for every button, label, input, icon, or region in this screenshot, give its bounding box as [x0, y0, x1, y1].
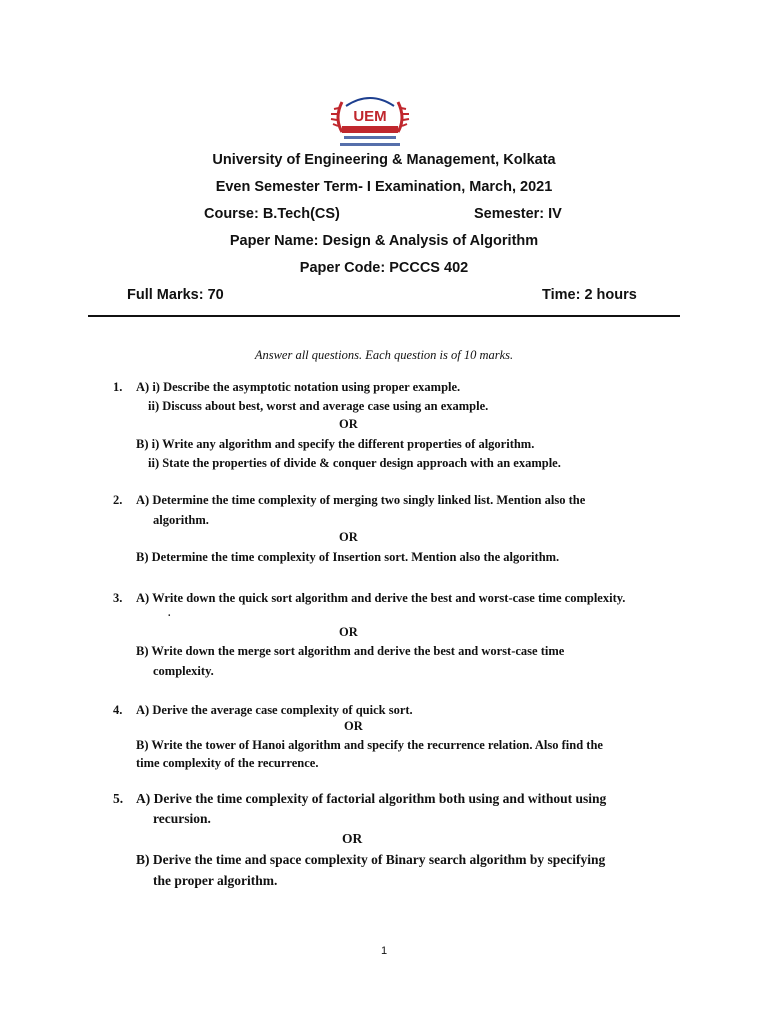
question-line: B) i) Write any algorithm and specify the different properties of algorithm. [136, 437, 535, 451]
university-logo [328, 92, 412, 150]
time-allowed: Time: 2 hours [542, 287, 637, 303]
question-line: B) Write the tower of Hanoi algorithm and specify the recurrence relation. Also find the [136, 738, 603, 752]
question-line: B) Derive the time and space complexity of Binary search algorithm by specifying [136, 852, 606, 867]
paper-name: Paper Name: Design & Analysis of Algorithm [229, 233, 539, 249]
question-number: 3. [113, 591, 123, 605]
page-number: 1 [380, 945, 388, 957]
question-line: ii) Discuss about best, worst and average case using an example. [148, 399, 489, 413]
question-line: B) Write down the merge sort algorithm and derive the best and worst-case time [136, 644, 565, 658]
or-separator: OR [339, 417, 358, 431]
question-line: A) Derive the average case complexity of quick sort. [136, 703, 413, 717]
instructions: Answer all questions. Each question is of 10 marks. [254, 348, 514, 362]
question-line: A) i) Describe the asymptotic notation using proper example. [136, 380, 461, 394]
question-number: 5. [113, 791, 124, 806]
question-line: B) Determine the time complexity of Insertion sort. Mention also the algorithm. [136, 550, 560, 564]
or-separator: OR [339, 530, 358, 544]
or-separator: OR [339, 625, 358, 639]
paper-code: Paper Code: PCCCS 402 [299, 260, 469, 276]
question-line: time complexity of the recurrence. [136, 756, 319, 770]
question-line: the proper algorithm. [153, 873, 278, 888]
stray-dot: . [168, 608, 171, 619]
question-line: A) Determine the time complexity of merging two singly linked list. Mention also the [136, 493, 586, 507]
logo-text: UEM [353, 108, 387, 125]
question-number: 4. [113, 703, 123, 717]
question-line: algorithm. [153, 513, 209, 527]
semester-label: Semester: IV [474, 206, 562, 222]
university-name: University of Engineering & Management, Kolkata [212, 152, 556, 168]
question-number: 2. [113, 493, 123, 507]
or-separator: OR [344, 719, 363, 733]
question-line: recursion. [153, 811, 211, 826]
exam-title: Even Semester Term- I Examination, March, 2021 [215, 179, 553, 195]
full-marks: Full Marks: 70 [127, 287, 224, 303]
course-label: Course: B.Tech(CS) [204, 206, 340, 222]
question-line: ii) State the properties of divide & conquer design approach with an example. [148, 456, 561, 470]
question-line: A) Derive the time complexity of factorial algorithm both using and without using [136, 791, 607, 806]
header-divider [88, 315, 680, 317]
question-line: A) Write down the quick sort algorithm and derive the best and worst-case time complexity. [136, 591, 626, 605]
question-number: 1. [113, 380, 123, 394]
or-separator: OR [342, 831, 363, 846]
question-line: complexity. [153, 664, 214, 678]
